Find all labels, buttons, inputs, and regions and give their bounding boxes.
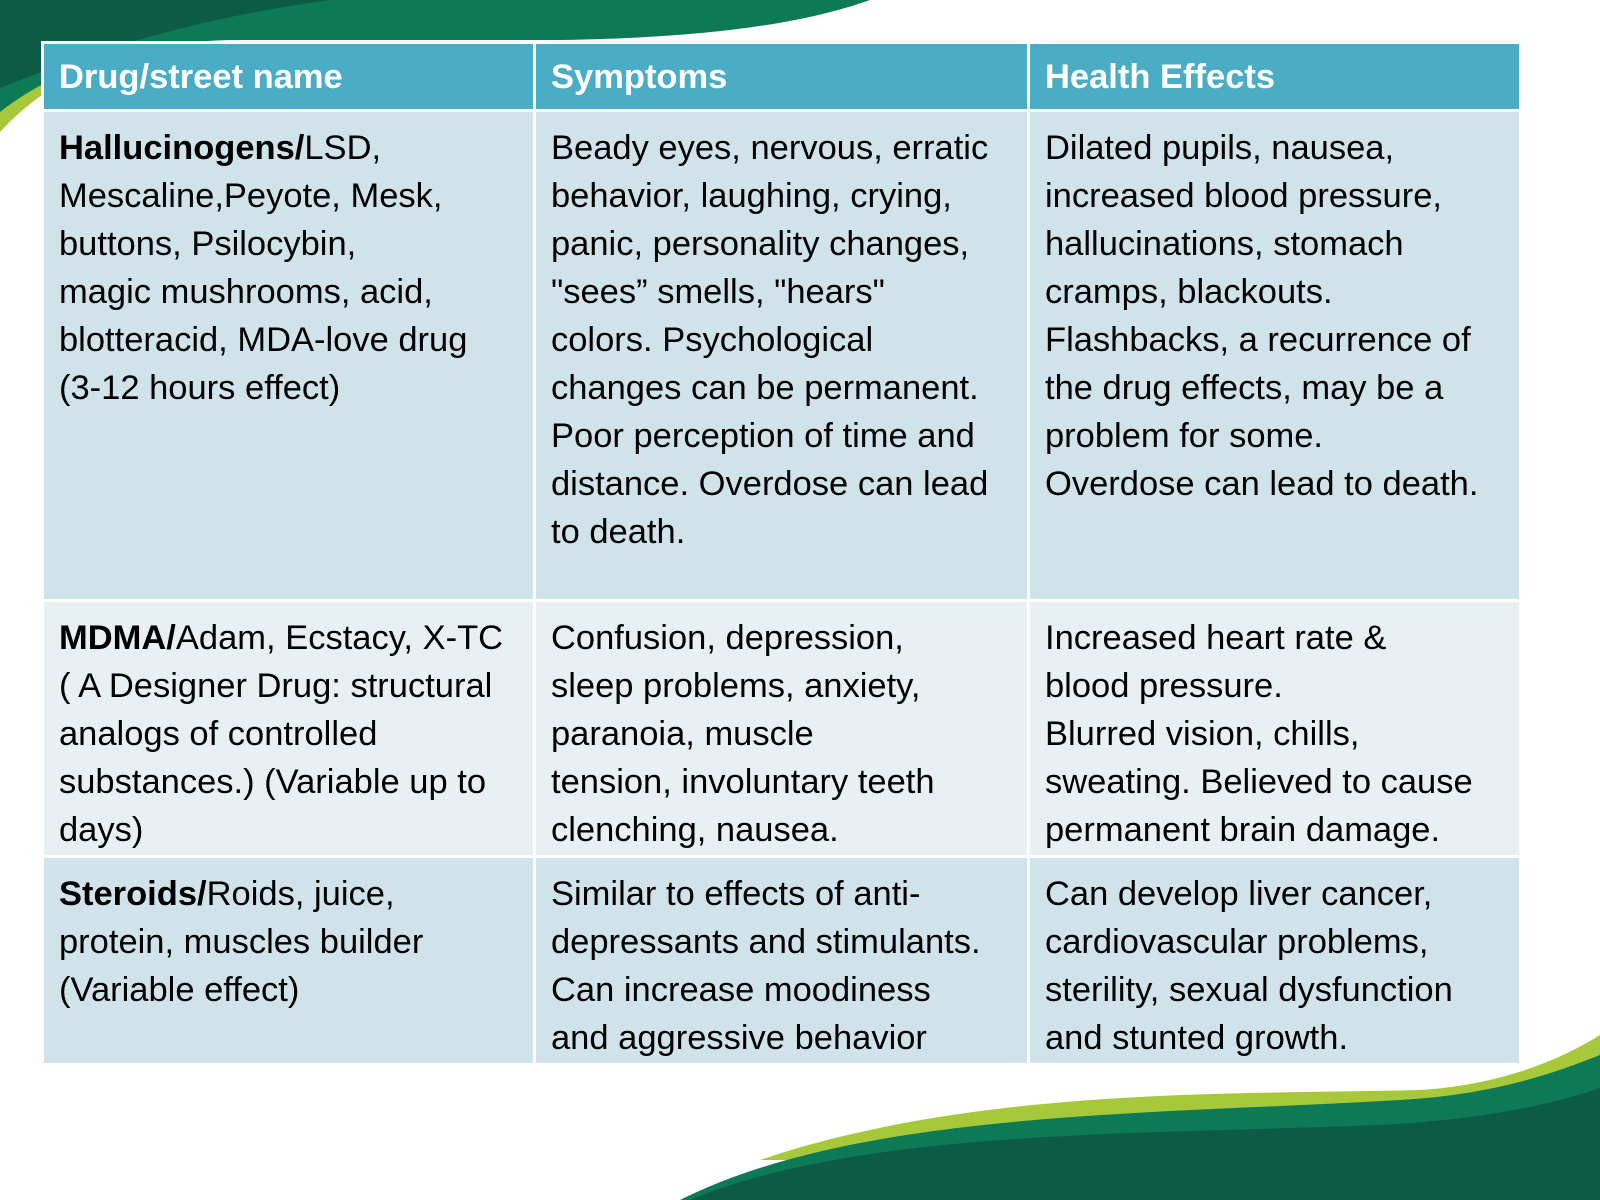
drug-cell — [43, 601, 535, 857]
drug-cell — [43, 111, 535, 601]
symptoms-cell — [535, 857, 1029, 1065]
table-header-row — [43, 43, 1521, 111]
symptoms-text: Beady eyes, nervous, erratic behavior, laughing, crying, panic, personality changes, "sees” smells, "hears" colors. Psychological changes can be permanent. Poor perception of time and distance. Overdose can lead to death. — [551, 129, 989, 551]
drug-cell — [43, 857, 535, 1065]
drug-name: MDMA/ — [59, 619, 176, 657]
effects-text: Dilated pupils, nausea, increased blood pressure, hallucinations, stomach cramps, blackouts. Flashbacks, a recurrence of the drug effects, may be a problem for some. Overdose can lead to death. — [1045, 129, 1479, 503]
table-row-hallucinogens — [43, 111, 1521, 601]
header-symptoms: Symptoms — [535, 43, 1029, 111]
effects-cell — [1029, 857, 1521, 1065]
street-names: LSD, Mescaline,Peyote, Mesk, buttons, Psilocybin, magic mushrooms, acid, blotteracid, MDA-love drug (3-12 hours effect) — [59, 129, 468, 407]
symptoms-cell — [535, 601, 1029, 857]
street-names: Roids, juice, protein, muscles builder (Variable effect) — [59, 875, 424, 1009]
effects-cell — [1029, 111, 1521, 601]
symptoms-text: Confusion, depression, sleep problems, anxiety, paranoia, muscle tension, involuntary teeth clenching, nausea. — [551, 619, 935, 849]
table-row-mdma — [43, 601, 1521, 857]
symptoms-cell — [535, 111, 1029, 601]
table-row-steroids — [43, 857, 1521, 1065]
drug-name: Steroids/ — [59, 875, 207, 913]
effects-cell — [1029, 601, 1521, 857]
header-drug-street-name: Drug/street name — [43, 43, 535, 111]
symptoms-text: Similar to effects of anti- depressants and stimulants. Can increase moodiness and aggressive behavior — [551, 875, 981, 1057]
effects-text: Can develop liver cancer, cardiovascular problems, sterility, sexual dysfunction and stunted growth. — [1045, 875, 1453, 1057]
drug-name: Hallucinogens/ — [59, 129, 305, 167]
header-health-effects: Health Effects — [1029, 43, 1521, 111]
street-names: Adam, Ecstacy, X-TC ( A Designer Drug: structural analogs of controlled substances.) (Variable up to days) — [59, 619, 504, 849]
drug-info-table — [41, 41, 1522, 1066]
effects-text: Increased heart rate & blood pressure. Blurred vision, chills, sweating. Believed to cause permanent brain damage. — [1045, 619, 1473, 849]
